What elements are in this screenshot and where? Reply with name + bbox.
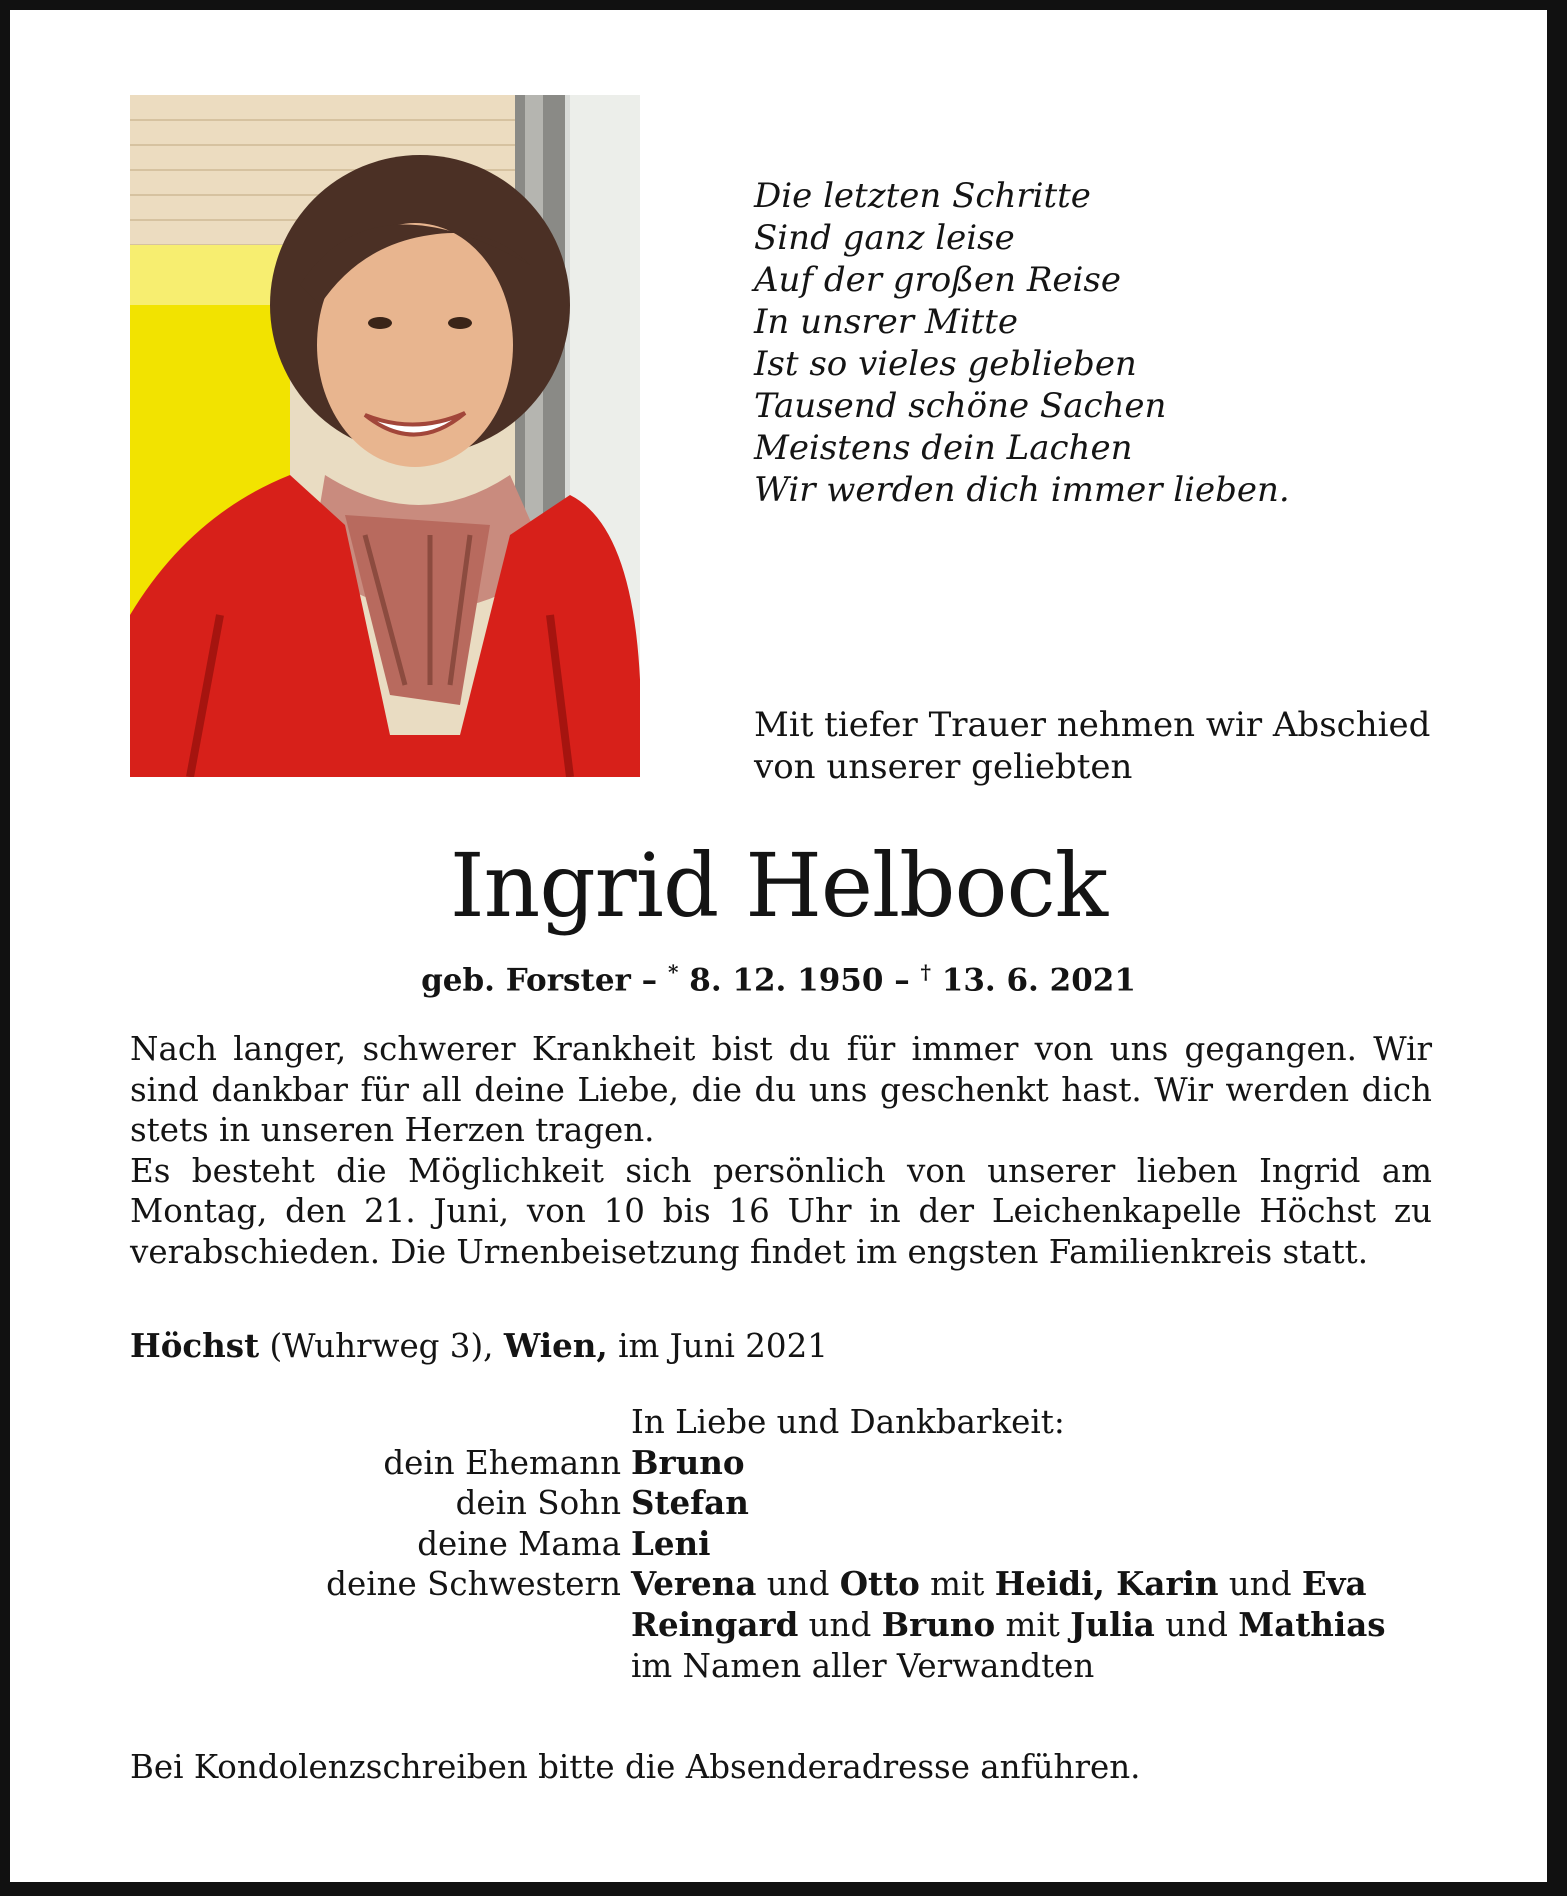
connector: mit	[919, 1565, 995, 1604]
family-names	[631, 1564, 1367, 1605]
dash: –	[883, 962, 921, 999]
family-names	[631, 1524, 711, 1565]
poem-line: Die letzten Schritte	[754, 176, 1091, 216]
place-city: Höchst	[130, 1326, 260, 1365]
family-member-name: Leni	[631, 1523, 711, 1563]
family-names	[631, 1483, 749, 1524]
family-row	[10, 1564, 1547, 1605]
family-member-name: Bruno	[881, 1604, 996, 1644]
family-relation: deine Schwestern	[326, 1565, 621, 1604]
poem-line: Meistens dein Lachen	[754, 428, 1133, 468]
family-row	[10, 1443, 1547, 1484]
obituary-sheet	[10, 10, 1547, 1882]
family-heading-row	[10, 1402, 1547, 1443]
intro-text	[754, 704, 1430, 788]
body-paragraph: Nach langer, schwerer Krankheit bist du für immer von uns gegangen. Wir sind dankbar für all deine Liebe, die du uns geschenkt hast. Wir werden dich stets in unseren Herzen tragen.	[130, 1030, 1432, 1150]
dash: –	[630, 962, 668, 999]
family-member-name: Otto	[839, 1564, 920, 1604]
death-symbol: †	[920, 960, 931, 984]
family-member-name: Eva	[1301, 1564, 1367, 1604]
connector: und	[756, 1565, 840, 1604]
portrait-photo	[130, 95, 640, 777]
deceased-dates	[10, 952, 1547, 1000]
poem-line: Ist so vieles geblieben	[754, 344, 1137, 384]
portrait-image	[130, 95, 640, 777]
family-relation: deine Mama	[417, 1524, 621, 1563]
maiden-name: geb. Forster	[421, 962, 631, 999]
poem-line: Auf der großen Reise	[754, 260, 1121, 300]
birth-symbol: *	[667, 960, 679, 984]
connector: und	[798, 1605, 882, 1644]
relatives-note: im Namen aller Verwandten	[631, 1646, 1095, 1685]
family-list	[10, 1402, 1547, 1686]
connector: mit	[995, 1605, 1071, 1644]
poem-line: In unsrer Mitte	[754, 302, 1018, 342]
deceased-name: Ingrid Helbock	[449, 834, 1108, 937]
birth-date: 8. 12. 1950	[678, 962, 884, 999]
family-member-name: Mathias	[1238, 1604, 1386, 1644]
intro-line: Mit tiefer Trauer nehmen wir Abschied	[754, 705, 1431, 745]
family-member-name: Heidi, Karin	[994, 1564, 1219, 1604]
death-date: 13. 6. 2021	[930, 962, 1136, 999]
family-row	[10, 1646, 1547, 1687]
place-date-line	[130, 1325, 828, 1367]
poem	[754, 175, 1290, 511]
family-row	[10, 1524, 1547, 1565]
family-heading: In Liebe und Dankbarkeit:	[631, 1403, 1065, 1441]
family-member-name: Julia	[1070, 1604, 1155, 1644]
family-member-name: Stefan	[631, 1483, 749, 1523]
poem-line: Wir werden dich immer lieben.	[754, 470, 1290, 510]
connector: und	[1154, 1605, 1239, 1644]
family-names	[631, 1443, 745, 1484]
connector: und	[1218, 1565, 1302, 1604]
poem-line: Tausend schöne Sachen	[754, 386, 1167, 426]
intro-line: von unserer geliebten	[754, 747, 1133, 787]
body-paragraph: Es besteht die Möglichkeit sich persönlich von unserer lieben Ingrid am Montag, den 21. Juni, von 10 bis 16 Uhr in der Leichenkapelle Höchst zu verabschieden. Die Urnenbeisetzung findet im engsten Familienkreis statt.	[130, 1151, 1432, 1271]
family-member-name: Verena	[631, 1564, 757, 1604]
condolence-note: Bei Kondolenzschreiben bitte die Absenderadresse anführen.	[130, 1748, 1141, 1786]
family-row	[10, 1483, 1547, 1524]
family-names	[631, 1605, 1386, 1646]
family-row	[10, 1605, 1547, 1646]
family-relation: dein Ehemann	[383, 1443, 621, 1482]
family-member-name: Reingard	[631, 1604, 799, 1644]
family-relation: dein Sohn	[455, 1484, 621, 1523]
place-date: im Juni 2021	[607, 1327, 828, 1365]
place-address: (Wuhrweg 3),	[259, 1327, 504, 1365]
family-member-name: Bruno	[631, 1442, 745, 1482]
body-text	[130, 1029, 1432, 1273]
place-city: Wien,	[503, 1326, 608, 1365]
poem-line: Sind ganz leise	[754, 218, 1015, 258]
